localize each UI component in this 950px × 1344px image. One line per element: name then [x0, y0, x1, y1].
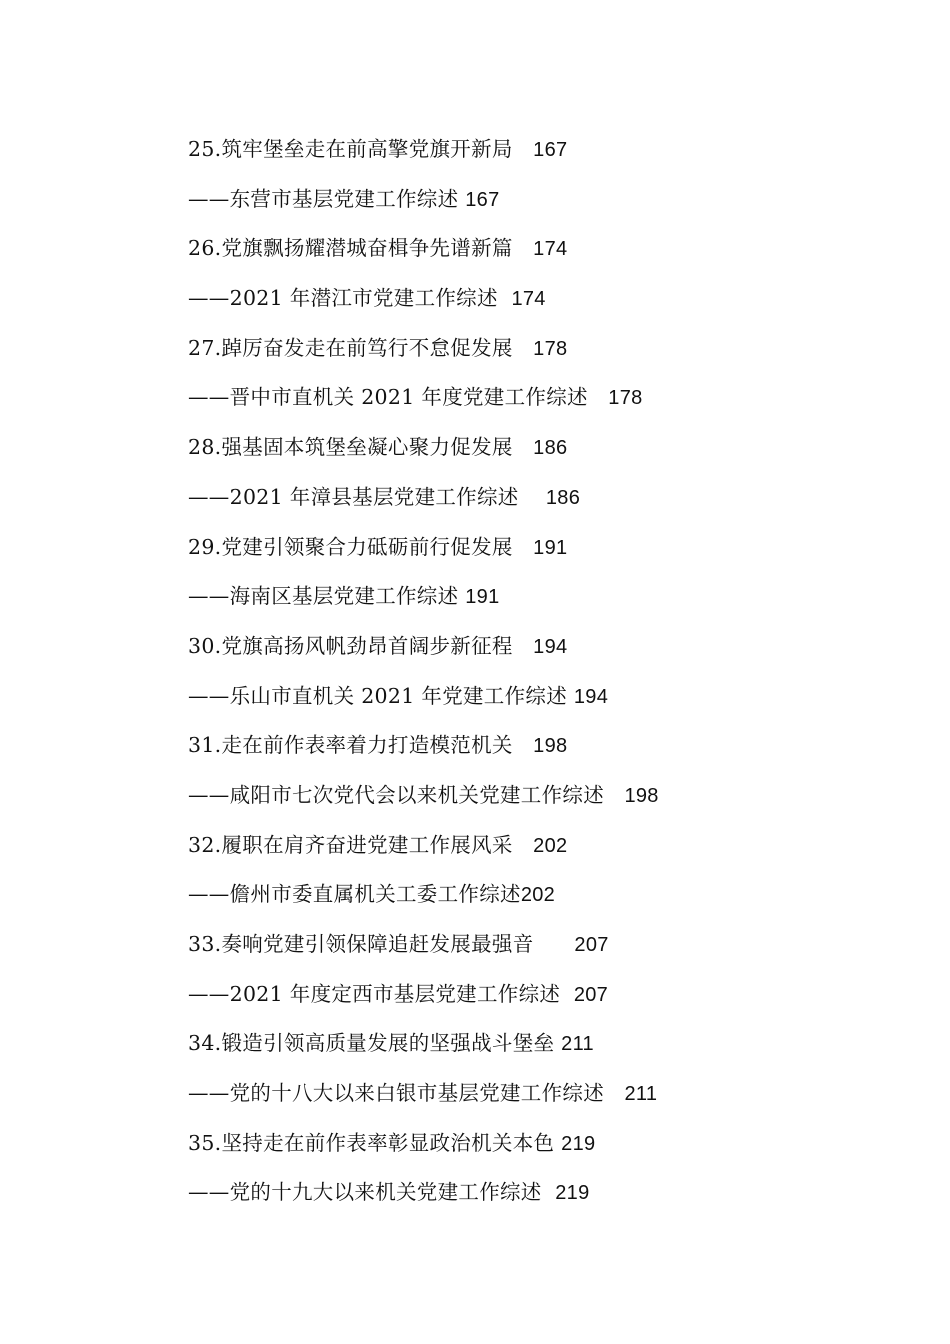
toc-entry-subtitle — [188, 1078, 888, 1128]
toc-page-number: 186 — [533, 437, 568, 460]
toc-page-number: 211 — [561, 1033, 594, 1056]
toc-entry-gap — [513, 634, 533, 658]
toc-entry-title — [188, 233, 888, 283]
toc-page-number: 167 — [533, 139, 568, 161]
toc-entry-gap — [513, 336, 533, 360]
toc-entry-gap — [588, 385, 608, 409]
toc-entry-gap — [513, 535, 533, 559]
toc-entry-title — [188, 631, 888, 681]
toc-page-number: 178 — [608, 387, 643, 410]
toc-entry-subtitle — [188, 482, 888, 532]
toc-entry-subtitle — [188, 681, 888, 731]
toc-entry-gap — [513, 733, 533, 757]
toc-entry-text: 30.党旗高扬风帆劲昂首阔步新征程 — [188, 633, 513, 658]
toc-page-number: 207 — [574, 934, 609, 956]
toc-entry-text: 32.履职在肩齐奋进党建工作展风采 — [188, 832, 513, 857]
toc-entry-subtitle — [188, 581, 888, 631]
toc-entry-title — [188, 929, 888, 979]
toc-page-number: 202 — [533, 834, 568, 857]
toc-page-number: 198 — [533, 735, 568, 758]
toc-entry-title — [188, 1028, 888, 1078]
toc-entry-text: ——党的十八大以来白银市基层党建工作综述 — [188, 1081, 604, 1106]
toc-page-number: 191 — [533, 536, 568, 559]
toc-entry-text: ——2021 年度定西市基层党建工作综述 — [188, 981, 561, 1006]
toc-entry-text: ——儋州市委直属机关工委工作综述 — [188, 882, 521, 907]
toc-entry-text: 31.走在前作表率着力打造模范机关 — [188, 733, 513, 758]
table-of-contents — [188, 134, 888, 1227]
toc-entry-gap — [513, 236, 533, 260]
toc-entry-text: ——海南区基层党建工作综述 — [188, 584, 459, 609]
toc-entry-gap — [560, 982, 574, 1006]
toc-entry-text: ——东营市基层党建工作综述 — [188, 186, 459, 211]
toc-entry-text: ——乐山市直机关 2021 年党建工作综述 — [188, 683, 568, 708]
toc-entry-gap — [567, 684, 574, 708]
toc-entry-subtitle — [188, 283, 888, 333]
toc-entry-text: 27.踔厉奋发走在前笃行不怠促发展 — [188, 335, 513, 360]
toc-entry-text: 25.筑牢堡垒走在前高擎党旗开新局 — [188, 137, 513, 161]
toc-entry-text: ——2021 年漳县基层党建工作综述 — [188, 484, 519, 509]
toc-entry-gap — [604, 783, 624, 807]
toc-entry-subtitle — [188, 184, 888, 234]
toc-entry-text: 33.奏响党建引领保障追赶发展最强音 — [188, 932, 534, 956]
toc-entry-text: 26.党旗飘扬耀潜城奋楫争先谱新篇 — [188, 236, 513, 261]
toc-entry-title — [188, 730, 888, 780]
toc-entry-title — [188, 1128, 888, 1178]
toc-page-number: 174 — [511, 288, 546, 311]
toc-page-number: 194 — [533, 635, 568, 658]
toc-entry-subtitle — [188, 382, 888, 432]
toc-entry-subtitle — [188, 780, 888, 830]
toc-page-number: 194 — [573, 685, 609, 708]
toc-entry-text: 28.强基固本筑堡垒凝心聚力促发展 — [188, 435, 513, 460]
toc-entry-gap — [513, 833, 533, 857]
toc-entry-title — [188, 333, 888, 383]
toc-page-number: 211 — [624, 1083, 658, 1106]
toc-page-number: 186 — [545, 486, 581, 509]
toc-entry-gap — [604, 1081, 624, 1105]
toc-entry-text: 35.坚持走在前作表率彰显政治机关本色 — [188, 1130, 555, 1155]
toc-entry-gap — [542, 1180, 556, 1204]
toc-page-number: 191 — [465, 586, 500, 609]
toc-page-number: 198 — [624, 784, 659, 807]
toc-page-number: 174 — [533, 238, 568, 261]
toc-entry-gap — [513, 137, 533, 161]
toc-entry-subtitle — [188, 879, 888, 929]
toc-page-number: 207 — [573, 983, 609, 1006]
toc-entry-title — [188, 432, 888, 482]
toc-entry-gap — [513, 435, 533, 459]
toc-entry-gap — [534, 932, 575, 956]
toc-entry-gap — [519, 485, 546, 509]
toc-entry-subtitle — [188, 1177, 888, 1227]
toc-page-number: 219 — [555, 1182, 590, 1205]
toc-entry-text: ——2021 年潜江市党建工作综述 — [188, 286, 498, 311]
toc-entry-subtitle — [188, 979, 888, 1029]
toc-entry-text: ——晋中市直机关 2021 年度党建工作综述 — [188, 385, 588, 410]
toc-page-number: 178 — [533, 337, 568, 360]
toc-entry-title — [188, 532, 888, 582]
toc-entry-text: 34.锻造引领高质量发展的坚强战斗堡垒 — [188, 1031, 555, 1056]
toc-entry-text: ——党的十九大以来机关党建工作综述 — [188, 1180, 542, 1205]
toc-entry-text: 29.党建引领聚合力砥砺前行促发展 — [188, 534, 513, 559]
toc-page-number: 202 — [520, 884, 556, 907]
toc-page-number: 219 — [561, 1132, 596, 1155]
toc-entry-title — [188, 134, 888, 184]
toc-entry-title — [188, 830, 888, 880]
toc-page-number: 167 — [465, 188, 500, 211]
toc-entry-text: ——咸阳市七次党代会以来机关党建工作综述 — [188, 782, 604, 807]
toc-entry-gap — [498, 286, 512, 310]
